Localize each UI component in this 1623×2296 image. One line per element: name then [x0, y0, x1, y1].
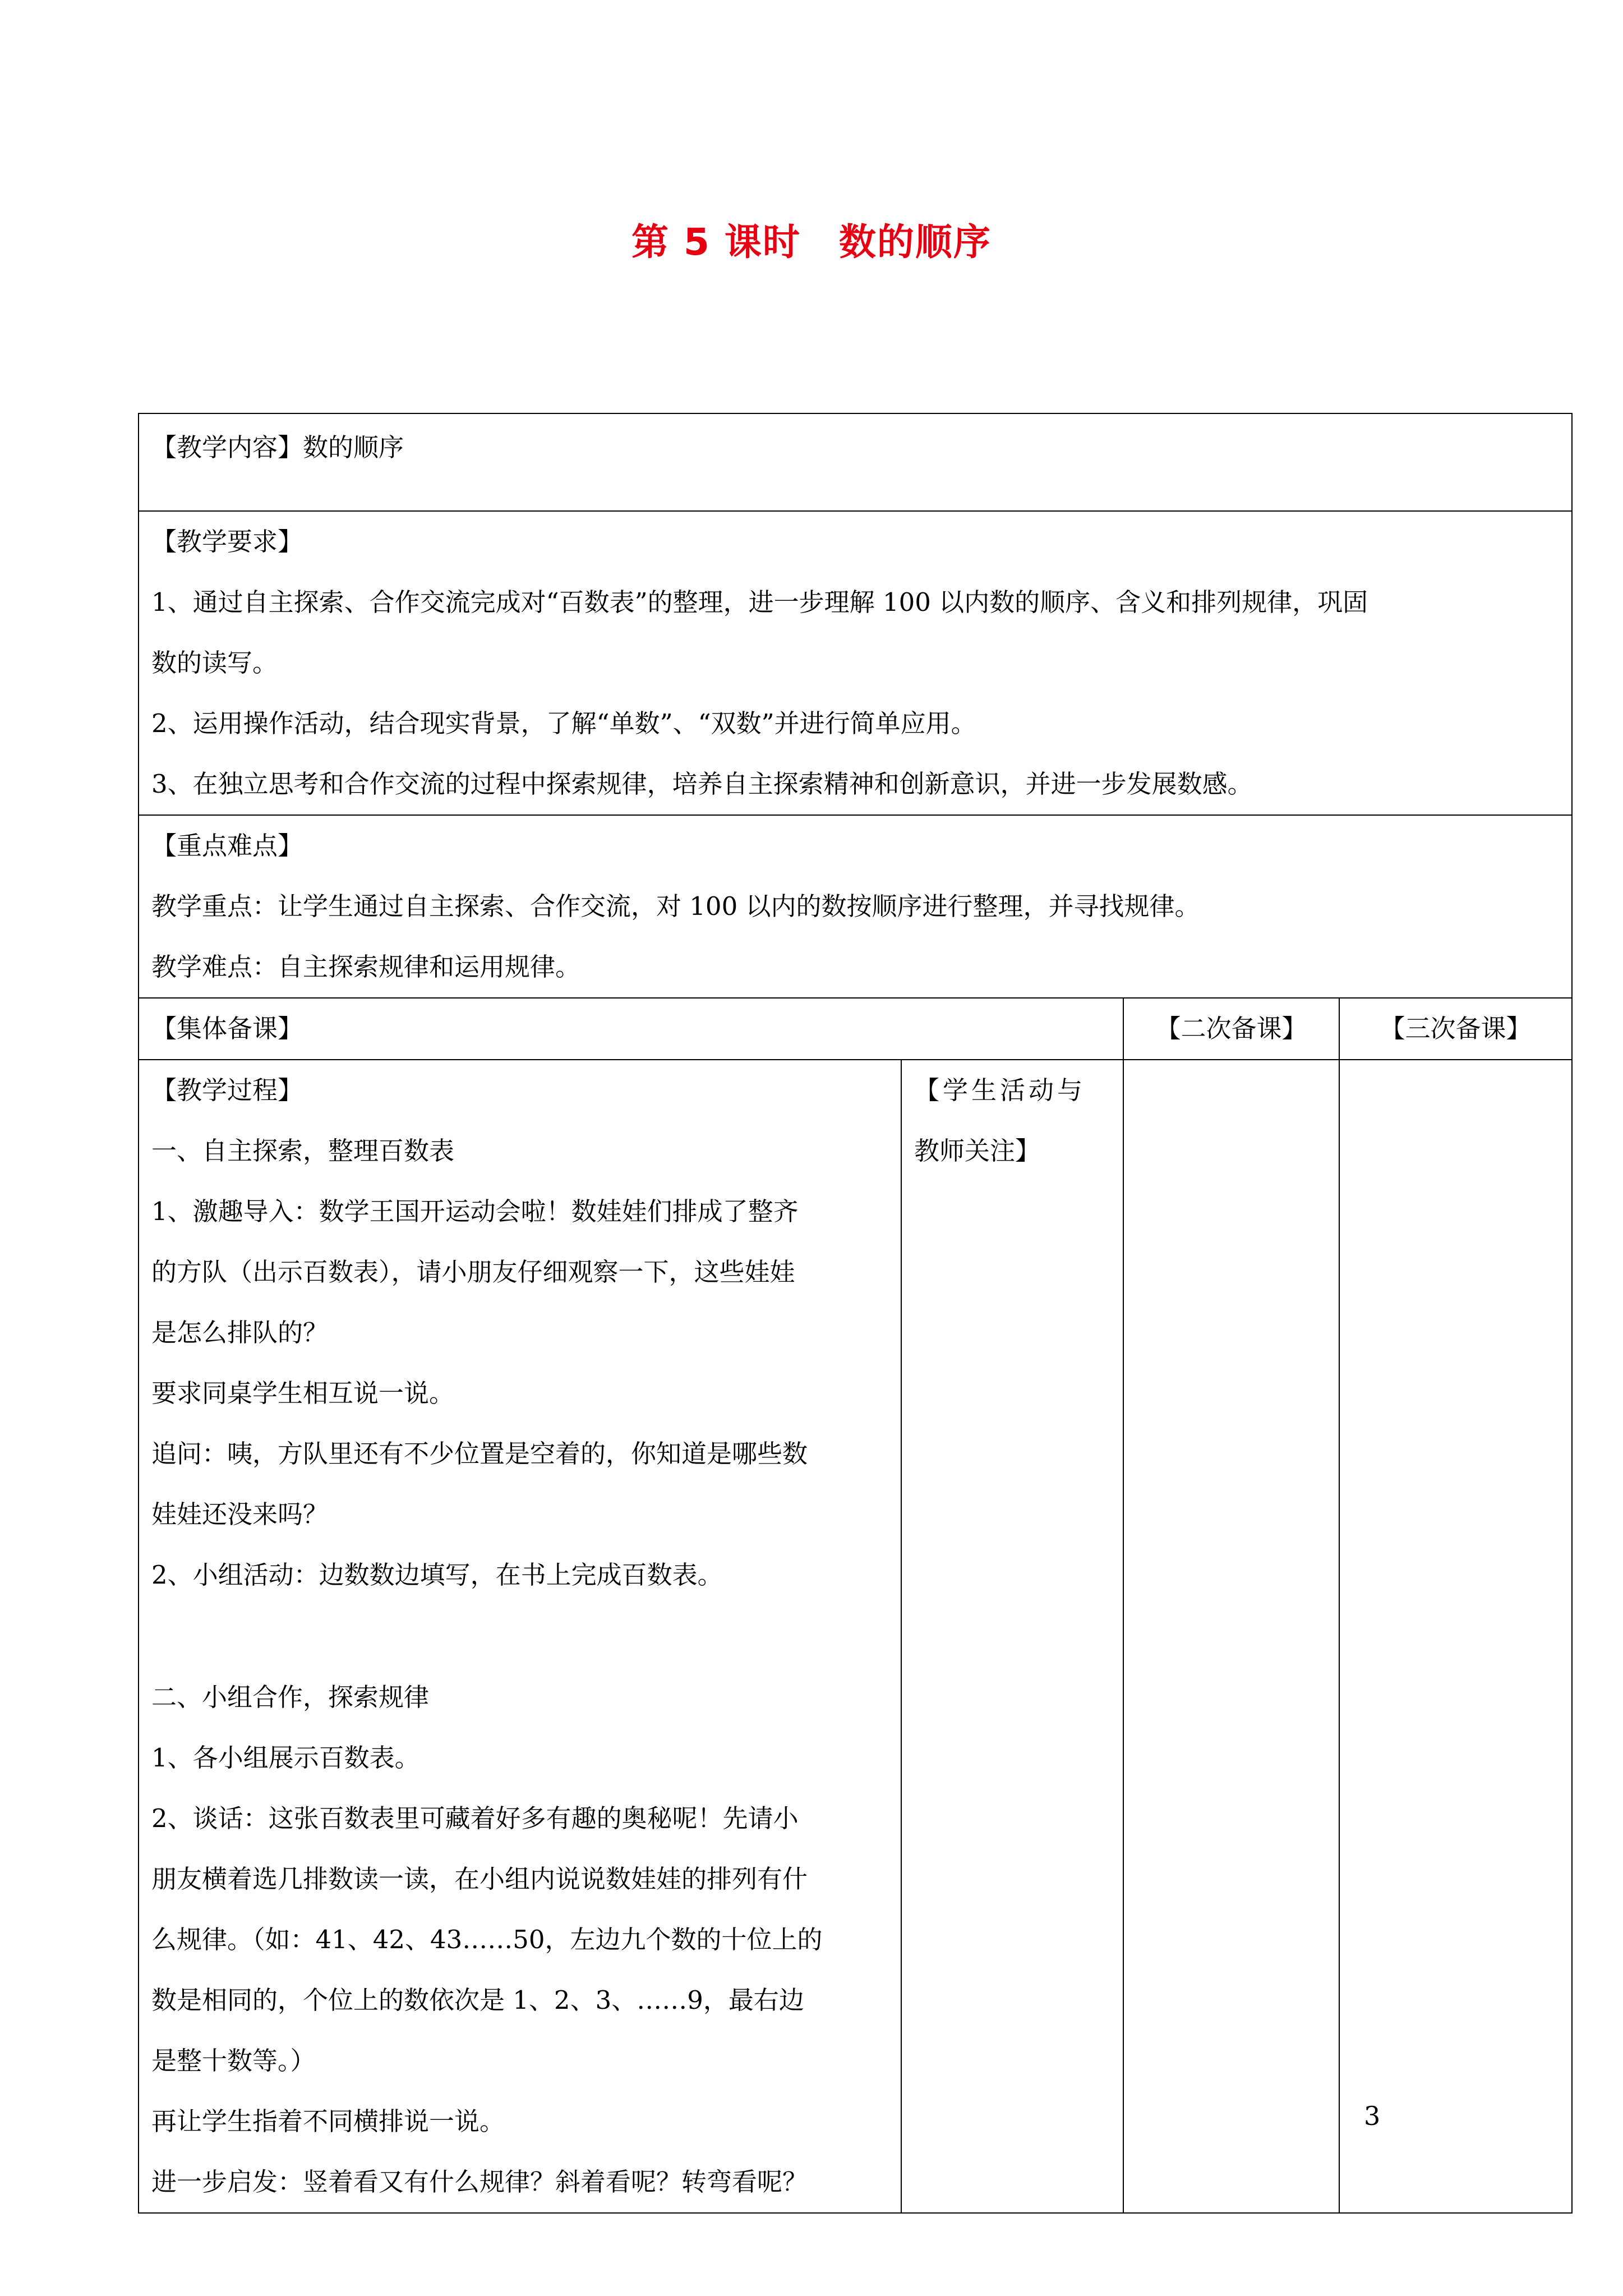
teaching-requirements-cell — [139, 511, 1572, 815]
process-line: 二、小组合作，探索规律 — [151, 1682, 430, 1712]
process-line: 么规律。（如：41、42、43……50，左边九个数的十位上的 — [151, 1925, 823, 1954]
process-line: 2、谈话：这张百数表里可藏着好多有趣的奥秘呢！先请小 — [151, 1803, 799, 1833]
third-prep-header: 【三次备课】 — [1339, 998, 1572, 1060]
second-prep-cell[interactable] — [1123, 1060, 1339, 2213]
page-number: 3 — [1364, 2101, 1381, 2131]
process-line: 数是相同的，个位上的数依次是 1、2、3、……9，最右边 — [151, 1985, 804, 2015]
key-point-line: 教学重点：让学生通过自主探索、合作交流，对 100 以内的数按顺序进行整理，并寻找规律。 — [151, 891, 1200, 921]
second-prep-header: 【二次备课】 — [1123, 998, 1339, 1060]
teaching-requirements-row — [139, 511, 1572, 815]
requirements-heading: 【教学要求】 — [151, 527, 303, 556]
process-line: 娃娃还没来吗？ — [151, 1499, 329, 1529]
paragraph-gap — [151, 1605, 888, 1667]
process-heading: 【教学过程】 — [151, 1075, 303, 1105]
student-activity-cell — [901, 1060, 1123, 2213]
third-prep-cell[interactable] — [1339, 1060, 1572, 2213]
teaching-content-row — [139, 413, 1572, 511]
lesson-plan-table — [138, 413, 1573, 2214]
teaching-content-cell — [139, 413, 1572, 511]
teaching-process-row — [139, 1060, 1572, 2213]
key-points-row — [139, 815, 1572, 998]
process-line: 的方队（出示百数表），请小朋友仔细观察一下，这些娃娃 — [151, 1257, 795, 1287]
key-point-line: 教学难点：自主探索规律和运用规律。 — [151, 952, 581, 982]
teaching-content-label: 【教学内容】数的顺序 — [151, 432, 404, 462]
student-activity-heading: 教师关注】 — [914, 1136, 1041, 1166]
process-line: 2、小组活动：边数数边填写，在书上完成百数表。 — [151, 1560, 723, 1590]
lesson-prep-row — [139, 998, 1572, 1060]
process-line: 朋友横着选几排数读一读，在小组内说说数娃娃的排列有什 — [151, 1864, 808, 1894]
key-points-heading: 【重点难点】 — [151, 831, 303, 861]
process-line: 一、自主探索，整理百数表 — [151, 1136, 455, 1166]
collective-prep-header: 【集体备课】 — [139, 998, 1123, 1060]
process-line: 是怎么排队的？ — [151, 1318, 329, 1347]
requirement-line: 1、通过自主探索、合作交流完成对“百数表”的整理，进一步理解 100 以内数的顺序、含义和排列规律，巩固 — [151, 587, 1368, 617]
process-line: 1、各小组展示百数表。 — [151, 1743, 420, 1773]
process-line: 进一步启发：竖着看又有什么规律？斜着看呢？转弯看呢？ — [151, 2167, 808, 2197]
requirement-line: 3、在独立思考和合作交流的过程中探索规律，培养自主探索精神和创新意识，并进一步发展数感。 — [151, 769, 1253, 799]
lesson-title: 第 5 课时 数的顺序 — [631, 220, 992, 264]
student-activity-heading: 【学生活动与 — [914, 1075, 1086, 1105]
key-points-cell — [139, 815, 1572, 998]
process-line: 再让学生指着不同横排说一说。 — [151, 2106, 505, 2136]
process-line: 追问：咦，方队里还有不少位置是空着的，你知道是哪些数 — [151, 1439, 808, 1469]
process-line: 是整十数等。） — [151, 2046, 316, 2076]
teaching-process-cell — [139, 1060, 901, 2213]
process-line: 要求同桌学生相互说一说。 — [151, 1378, 455, 1408]
process-line: 1、激趣导入：数学王国开运动会啦！数娃娃们排成了整齐 — [151, 1197, 799, 1226]
requirement-line: 数的读写。 — [151, 648, 278, 678]
requirement-line: 2、运用操作活动，结合现实背景，了解“单数”、“双数”并进行简单应用。 — [151, 708, 976, 738]
